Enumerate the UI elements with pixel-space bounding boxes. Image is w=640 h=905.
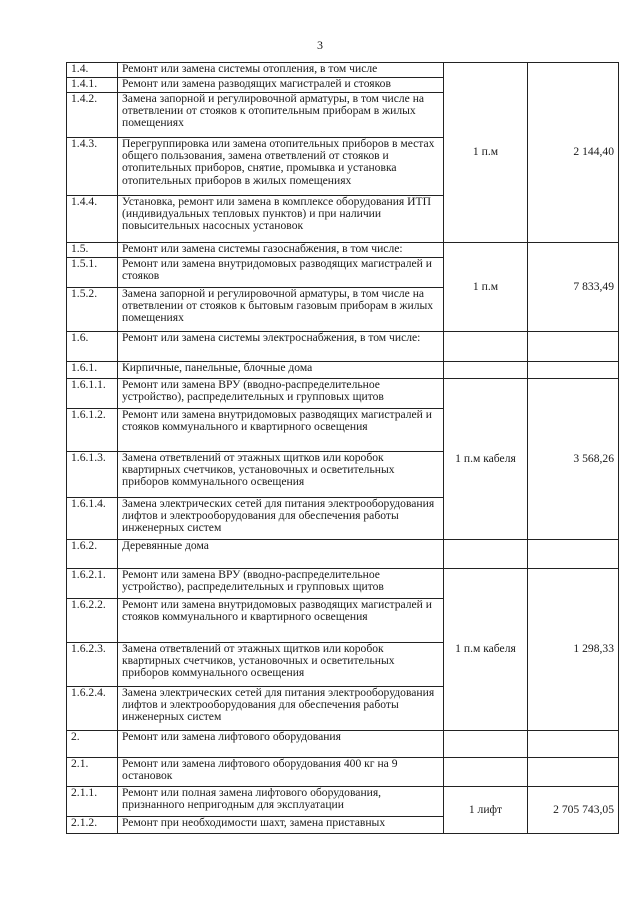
price-cell: 3 568,26 — [528, 379, 619, 540]
table-row — [67, 731, 619, 758]
price-cell: 2 705 743,05 — [528, 787, 619, 834]
row-number: 2.1.1. — [67, 787, 118, 817]
row-number: 1.6.2. — [67, 540, 118, 569]
page-number: 3 — [317, 38, 323, 52]
table-row — [67, 243, 619, 258]
unit-cell: 1 лифт — [444, 787, 528, 834]
row-description: Ремонт или замена внутридомовых разводящих магистралей и стояков — [118, 258, 444, 288]
row-description: Кирпичные, панельные, блочные дома — [118, 362, 444, 379]
row-description: Ремонт или замена внутридомовых разводящих магистралей и стояков коммунального и квартирного освещения — [118, 409, 444, 452]
row-description: Ремонт или замена системы электроснабжения, в том числе: — [118, 332, 444, 362]
row-description: Замена ответвлений от этажных щитков или коробок квартирных счетчиков, установочных и осветительных приборов коммунального освещения — [118, 452, 444, 498]
table-row — [67, 362, 619, 379]
unit-cell: 1 п.м — [444, 243, 528, 332]
row-description: Ремонт или замена лифтового оборудования — [118, 731, 444, 758]
row-number: 1.6.1.4. — [67, 498, 118, 540]
row-number: 2.1. — [67, 758, 118, 787]
row-number: 1.6.2.2. — [67, 599, 118, 643]
row-description: Ремонт или замена системы газоснабжения, в том числе: — [118, 243, 444, 258]
row-description: Замена электрических сетей для питания электрооборудования лифтов и электрооборудования для обеспечения работы инженерных систем — [118, 687, 444, 731]
row-number: 1.4.2. — [67, 93, 118, 138]
row-description: Установка, ремонт или замена в комплексе оборудования ИТП (индивидуальных тепловых пунктов) и при наличии повысительных насосных установок — [118, 196, 444, 243]
work-cost-table — [66, 62, 619, 834]
row-number: 1.4.3. — [67, 138, 118, 196]
row-number: 2.1.2. — [67, 817, 118, 834]
row-number: 1.6.1.3. — [67, 452, 118, 498]
price-cell: 1 298,33 — [528, 569, 619, 731]
row-description: Ремонт при необходимости шахт, замена приставных — [118, 817, 444, 834]
row-number: 1.5.2. — [67, 288, 118, 332]
row-number: 1.6.1.1. — [67, 379, 118, 409]
table-row — [67, 758, 619, 787]
row-number: 1.6.2.1. — [67, 569, 118, 599]
row-description: Ремонт или замена лифтового оборудования 400 кг на 9 остановок — [118, 758, 444, 787]
row-description: Ремонт или полная замена лифтового оборудования, признанного непригодным для эксплуатации — [118, 787, 444, 817]
row-description: Деревянные дома — [118, 540, 444, 569]
row-description: Ремонт или замена ВРУ (вводно-распределительное устройство), распределительных и групповых щитов — [118, 379, 444, 409]
row-description: Ремонт или замена разводящих магистралей и стояков — [118, 78, 444, 93]
price-cell: 7 833,49 — [528, 243, 619, 332]
row-number: 1.4.4. — [67, 196, 118, 243]
table-row — [67, 63, 619, 78]
row-description: Замена электрических сетей для питания электрооборудования лифтов и электрооборудования для обеспечения работы инженерных систем — [118, 498, 444, 540]
row-description: Замена ответвлений от этажных щитков или коробок квартирных счетчиков, установочных и осветительных приборов коммунального освещения — [118, 643, 444, 687]
row-number: 1.6.2.3. — [67, 643, 118, 687]
row-description: Ремонт или замена внутридомовых разводящих магистралей и стояков коммунального и квартирного освещения — [118, 599, 444, 643]
table-row — [67, 379, 619, 409]
row-number: 2. — [67, 731, 118, 758]
row-number: 1.5. — [67, 243, 118, 258]
row-number: 1.6.2.4. — [67, 687, 118, 731]
row-description: Перегруппировка или замена отопительных приборов в местах общего пользования, замена ответвлений от стояков и отопительных приборов, снятие, промывка и установка отопительных приборов в жилых помещениях — [118, 138, 444, 196]
unit-cell: 1 п.м — [444, 63, 528, 243]
row-description: Ремонт или замена системы отопления, в том числе — [118, 63, 444, 78]
row-number: 1.6.1.2. — [67, 409, 118, 452]
row-number: 1.6. — [67, 332, 118, 362]
table-row — [67, 540, 619, 569]
row-description: Замена запорной и регулировочной арматуры, в том числе на ответвлении от стояков к бытовым газовым приборам в жилых помещениях — [118, 288, 444, 332]
unit-cell: 1 п.м кабеля — [444, 569, 528, 731]
price-cell: 2 144,40 — [528, 63, 619, 243]
row-number: 1.4.1. — [67, 78, 118, 93]
row-number: 1.6.1. — [67, 362, 118, 379]
row-description: Замена запорной и регулировочной арматуры, в том числе на ответвлении от стояков к отопительным приборам в жилых помещениях — [118, 93, 444, 138]
row-number: 1.4. — [67, 63, 118, 78]
row-description: Ремонт или замена ВРУ (вводно-распределительное устройство), распределительных и групповых щитов — [118, 569, 444, 599]
table-row — [67, 787, 619, 817]
table-row — [67, 569, 619, 599]
table-row — [67, 332, 619, 362]
unit-cell: 1 п.м кабеля — [444, 379, 528, 540]
row-number: 1.5.1. — [67, 258, 118, 288]
